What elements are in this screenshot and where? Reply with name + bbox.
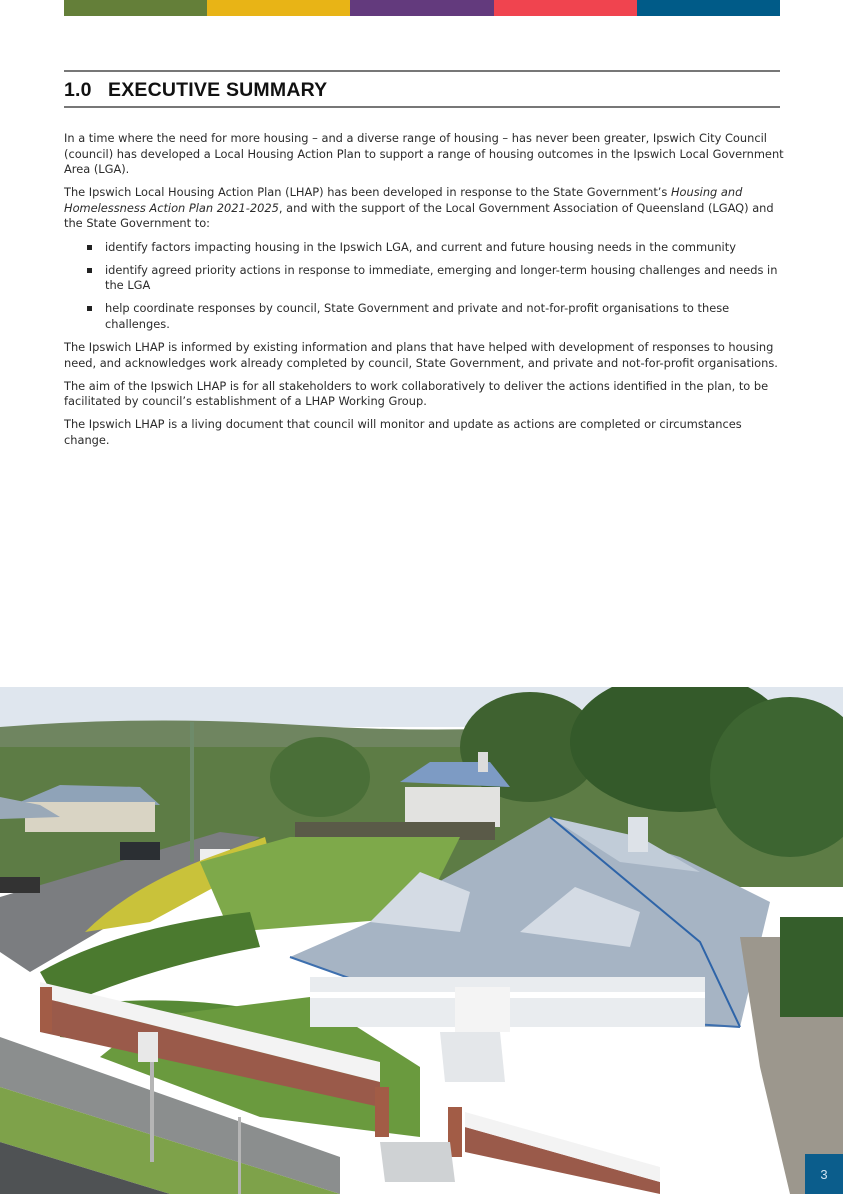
list-item-text: help coordinate responses by council, State Government and private and not-for-profit organisations to these challenges. [105, 301, 730, 331]
paragraph-intro: In a time where the need for more housing – and a diverse range of housing – has never been greater, Ipswich City Council (council) has developed a Local Housing Action Plan to support a range of housing outcomes in the Ipswich Local Government Area (LGA). [64, 131, 784, 177]
color-segment-green [64, 0, 207, 16]
color-segment-blue [637, 0, 780, 16]
summary-body [64, 131, 784, 456]
paragraph-informed-by: The Ipswich LHAP is informed by existing information and plans that have helped with development of responses to housing need, and acknowledges work already completed by council, State Government, and private and not-for-profit organisations. [64, 340, 778, 370]
square-bullet-icon [87, 306, 92, 311]
aerial-house-photo [0, 687, 843, 1194]
objectives-list [64, 240, 784, 333]
paragraph-living-document: The Ipswich LHAP is a living document that council will monitor and update as actions are completed or circumstances change. [64, 417, 742, 447]
page-number-badge [805, 1154, 843, 1194]
paragraph-text: , and with the support of the Local Government Association of Queensland (LGAQ) and the State Government to: [64, 200, 774, 231]
heading-top-rule [64, 70, 780, 72]
list-item [64, 240, 784, 256]
list-item-text: identify agreed priority actions in response to immediate, emerging and longer-term housing challenges and needs in the LGA [105, 262, 778, 293]
page-number: 3 [820, 1166, 828, 1182]
list-item [64, 301, 784, 332]
color-segment-yellow [207, 0, 350, 16]
list-item [64, 263, 784, 294]
color-segment-red [494, 0, 637, 16]
section-title: EXECUTIVE SUMMARY [108, 79, 328, 101]
paragraph-lhap-development [64, 185, 784, 232]
list-item-text: identify factors impacting housing in the Ipswich LGA, and current and future housing needs in the community [105, 239, 736, 254]
paragraph-aim: The aim of the Ipswich LHAP is for all stakeholders to work collaboratively to deliver the actions identified in the plan, to be facilitated by council’s establishment of a LHAP Working Group. [64, 378, 769, 409]
plan-title-italic: Housing and Homelessness Action Plan 2021-2025 [64, 185, 743, 215]
color-segment-purple [350, 0, 493, 16]
section-heading [64, 79, 327, 102]
house-illustration [0, 687, 843, 1194]
paragraph-text: The Ipswich Local Housing Action Plan (LHAP) has been developed in response to the State Government’s [64, 185, 671, 200]
heading-bottom-rule [64, 106, 780, 108]
square-bullet-icon [87, 268, 92, 273]
section-number: 1.0 [64, 79, 92, 101]
square-bullet-icon [87, 245, 92, 250]
brand-color-bar [64, 0, 780, 16]
